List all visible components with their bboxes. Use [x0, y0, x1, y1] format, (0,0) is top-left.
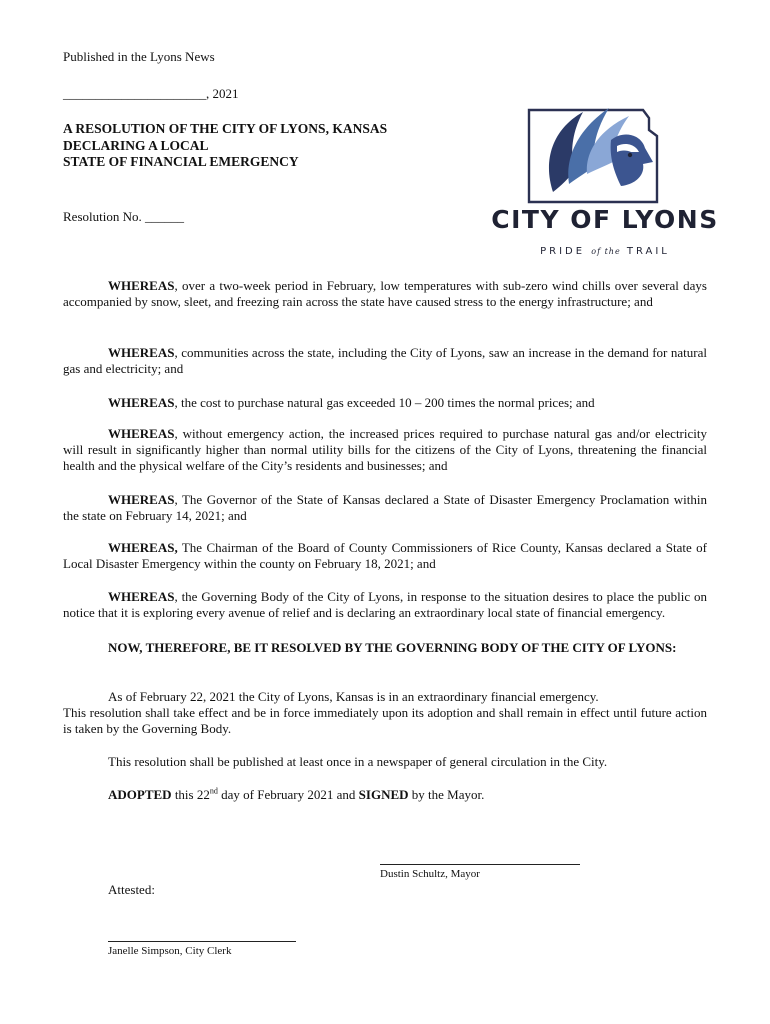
- whereas-paragraph-6: [63, 540, 707, 572]
- tagline-mid: of the: [591, 247, 621, 256]
- publication-date-blank: ______________________, 2021: [63, 86, 239, 101]
- whereas-paragraph-1: [63, 278, 707, 310]
- whereas-lead: WHEREAS: [108, 426, 175, 441]
- adoption-statement: [108, 787, 708, 803]
- whereas-paragraph-4: [63, 426, 707, 474]
- adopted-lead: ADOPTED: [108, 787, 172, 802]
- mayor-signature-line: [380, 864, 580, 865]
- adopted-mid: day of February 2021 and: [217, 787, 359, 802]
- adopted-post: by the Mayor.: [408, 787, 485, 802]
- whereas-paragraph-7: [63, 589, 707, 621]
- clerk-signature-line: [108, 941, 296, 942]
- resolved-text: NOW, THEREFORE, BE IT RESOLVED BY THE GOVERNING BODY OF THE CITY OF LYONS:: [108, 640, 677, 655]
- resolved-clause: [63, 640, 707, 656]
- effect-statement: This resolution shall take effect and be in force immediately upon its adoption and shall remain in effect until future action is taken by the Governing Body.: [63, 705, 707, 736]
- whereas-text: , the Governing Body of the City of Lyons, in response to the situation desires to place the public on notice that it is exploring every avenue of relief and is declaring an extraordinary local state of financial emergency.: [63, 589, 707, 620]
- whereas-text: , The Governor of the State of Kansas declared a State of Disaster Emergency Proclamation within the state on February 14, 2021; and: [63, 492, 707, 523]
- resolution-number: Resolution No. ______: [63, 209, 184, 224]
- whereas-text: , without emergency action, the increased prices required to purchase natural gas and/or electricity will result in significantly higher than normal utility bills for the citizens of the City of Lyons, threatening the financial health and the physical welfare of the City’s residents and businesses; and: [63, 426, 707, 473]
- whereas-lead: WHEREAS: [108, 345, 175, 360]
- mayor-name: Dustin Schultz, Mayor: [380, 868, 480, 880]
- whereas-lead: WHEREAS: [108, 278, 175, 293]
- title-line-2: DECLARING A LOCAL: [63, 137, 209, 153]
- title-line-1: A RESOLUTION OF THE CITY OF LYONS, KANSAS: [63, 121, 388, 136]
- tagline-left: PRIDE: [540, 246, 586, 257]
- adopted-ordinal: nd: [209, 786, 218, 796]
- whereas-paragraph-2: [63, 345, 707, 377]
- lion-head-kansas-outline-icon: [525, 100, 685, 206]
- whereas-lead: WHEREAS: [108, 395, 175, 410]
- whereas-lead: WHEREAS: [108, 492, 175, 507]
- whereas-text: , communities across the state, including the City of Lyons, saw an increase in the demand for natural gas and electricity; and: [63, 345, 707, 376]
- logo-tagline: [475, 244, 735, 260]
- whereas-text: , the cost to purchase natural gas exceeded 10 – 200 times the normal prices; and: [174, 395, 595, 410]
- adopted-pre: this 22: [171, 787, 210, 802]
- tagline-right: TRAIL: [626, 246, 670, 257]
- whereas-text: The Chairman of the Board of County Commissioners of Rice County, Kansas declared a State of Local Disaster Emergency within the county on February 18, 2021; and: [63, 540, 707, 571]
- emergency-statement: As of February 22, 2021 the City of Lyons, Kansas is in an extraordinary financial emergency.: [108, 689, 599, 704]
- published-note: Published in the Lyons News: [63, 49, 215, 64]
- whereas-lead: WHEREAS: [108, 589, 175, 604]
- whereas-text: , over a two-week period in February, low temperatures with sub-zero wind chills over several days accompanied by snow, sleet, and freezing rain across the state have caused stress to the energy infrastructure; and: [63, 278, 707, 309]
- attested-label: Attested:: [108, 882, 155, 897]
- whereas-paragraph-5: [63, 492, 707, 524]
- whereas-paragraph-3: [63, 395, 707, 411]
- clerk-name: Janelle Simpson, City Clerk: [108, 945, 232, 957]
- logo-city-name: CITY OF LYONS: [491, 205, 719, 234]
- city-logo: [475, 100, 735, 260]
- whereas-lead: WHEREAS,: [108, 540, 178, 555]
- title-line-3: STATE OF FINANCIAL EMERGENCY: [63, 154, 299, 169]
- publication-statement: This resolution shall be published at least once in a newspaper of general circulation in the City.: [108, 754, 608, 769]
- signed-lead: SIGNED: [358, 787, 409, 802]
- resolution-title: [63, 121, 463, 171]
